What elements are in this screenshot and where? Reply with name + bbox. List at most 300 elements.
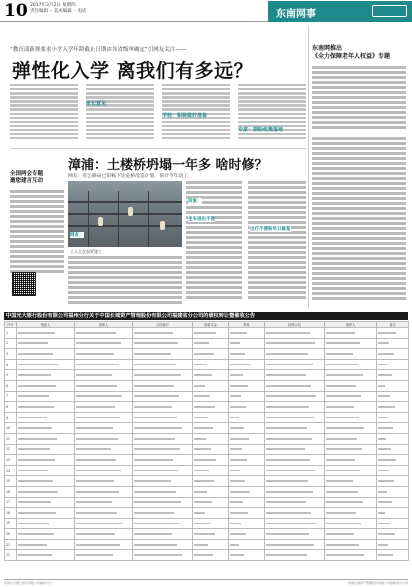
table-cell	[377, 486, 409, 497]
row-number-cell: 19	[5, 518, 17, 529]
cell-text-placeholder	[194, 501, 212, 503]
cell-text-placeholder	[266, 438, 312, 440]
table-cell	[265, 539, 325, 550]
cell-text-placeholder	[134, 353, 171, 355]
row-number-cell: 22	[5, 550, 17, 561]
cell-text-placeholder	[76, 544, 120, 546]
table-cell	[229, 518, 265, 529]
table-row	[5, 433, 409, 444]
cell-text-placeholder	[326, 470, 360, 472]
cell-text-placeholder	[378, 480, 394, 482]
section-banner	[268, 1, 412, 22]
table-row	[5, 338, 409, 349]
cell-text-placeholder	[266, 332, 310, 334]
cell-text-placeholder	[134, 406, 172, 408]
cell-text-placeholder	[18, 385, 56, 387]
cell-text-placeholder	[76, 480, 114, 482]
cell-text-placeholder	[378, 438, 386, 440]
cell-text-placeholder	[76, 448, 111, 450]
table-cell	[193, 380, 229, 391]
cell-text-placeholder	[18, 332, 55, 334]
table-cell	[229, 423, 265, 434]
table-cell	[133, 455, 193, 466]
table-row	[5, 391, 409, 402]
cell-text-placeholder	[230, 470, 240, 472]
newspaper-logo	[372, 5, 407, 17]
cell-text-placeholder	[266, 342, 315, 344]
table-cell	[75, 465, 133, 476]
cell-text-placeholder	[18, 459, 55, 461]
cell-text-placeholder	[266, 427, 307, 429]
cell-text-placeholder	[18, 438, 57, 440]
row-number-cell: 10	[5, 423, 17, 434]
cell-text-placeholder	[326, 406, 354, 408]
table-cell	[75, 349, 133, 360]
cell-text-placeholder	[326, 501, 363, 503]
table-cell	[325, 518, 377, 529]
lead-heading-1: 家长意见	[86, 101, 107, 107]
cell-text-placeholder	[76, 470, 121, 472]
table-cell	[75, 328, 133, 339]
row-number-cell: 3	[5, 349, 17, 360]
cell-text-placeholder	[18, 364, 58, 366]
cell-text-placeholder	[378, 385, 385, 387]
table-cell	[265, 370, 325, 381]
table-row	[5, 529, 409, 540]
cell-text-placeholder	[326, 554, 364, 556]
table-cell	[229, 359, 265, 370]
cell-text-placeholder	[326, 448, 362, 450]
cell-text-placeholder	[378, 417, 388, 419]
cell-text-placeholder	[134, 533, 172, 535]
row-number-cell: 4	[5, 359, 17, 370]
table-cell	[325, 349, 377, 360]
cell-text-placeholder	[76, 491, 119, 493]
cell-text-placeholder	[378, 406, 395, 408]
cell-text-placeholder	[76, 501, 112, 503]
cell-text-placeholder	[230, 491, 250, 493]
table-cell	[133, 349, 193, 360]
row-number-cell: 15	[5, 476, 17, 487]
table-cell	[193, 423, 229, 434]
table-row	[5, 497, 409, 508]
table-cell	[265, 380, 325, 391]
table-cell	[265, 402, 325, 413]
table-cell	[265, 550, 325, 561]
table-cell	[75, 529, 133, 540]
table-cell	[133, 550, 193, 561]
sidebar-body	[312, 66, 406, 302]
qr-code-icon[interactable]	[12, 272, 36, 296]
table-cell	[133, 338, 193, 349]
cell-text-placeholder	[230, 417, 239, 419]
cell-text-placeholder	[76, 406, 115, 408]
cell-text-placeholder	[230, 480, 245, 482]
cell-text-placeholder	[18, 406, 54, 408]
table-cell	[325, 359, 377, 370]
header-cell: 担保合同	[265, 322, 325, 328]
cell-text-placeholder	[230, 554, 244, 556]
cell-text-placeholder	[194, 385, 205, 387]
cell-text-placeholder	[378, 512, 385, 514]
cell-text-placeholder	[134, 491, 176, 493]
cell-text-placeholder	[266, 364, 313, 366]
table-cell	[75, 391, 133, 402]
lead-heading-3: 专家：期盼政策落地	[238, 127, 284, 133]
cell-text-placeholder	[266, 470, 315, 472]
table-cell	[229, 529, 265, 540]
table-cell	[17, 370, 75, 381]
cell-text-placeholder	[76, 438, 118, 440]
table-cell	[133, 328, 193, 339]
table-cell	[325, 508, 377, 519]
table-row	[5, 380, 409, 391]
table-cell	[377, 497, 409, 508]
table-cell	[17, 338, 75, 349]
table-cell	[75, 497, 133, 508]
table-cell	[229, 455, 265, 466]
table-cell	[325, 391, 377, 402]
table-cell	[133, 529, 193, 540]
cell-text-placeholder	[134, 427, 182, 429]
cell-text-placeholder	[326, 459, 355, 461]
cell-text-placeholder	[230, 395, 241, 397]
table-cell	[265, 349, 325, 360]
table-cell	[193, 476, 229, 487]
cell-text-placeholder	[230, 342, 240, 344]
table-cell	[265, 412, 325, 423]
table-cell	[193, 391, 229, 402]
cell-text-placeholder	[326, 523, 361, 525]
table-cell	[17, 423, 75, 434]
cell-text-placeholder	[230, 512, 248, 514]
table-cell	[265, 476, 325, 487]
construction-photo	[68, 181, 182, 247]
cell-text-placeholder	[194, 332, 216, 334]
table-cell	[17, 444, 75, 455]
cell-text-placeholder	[18, 374, 51, 376]
photo-caption: 工人正在加紧施工	[70, 249, 102, 254]
section-divider	[10, 148, 306, 149]
column-divider	[308, 26, 309, 308]
header-cell: 借款人	[17, 322, 75, 328]
footer-left: 中国光大银行股份有限公司福州分行	[4, 581, 53, 585]
cell-text-placeholder	[378, 459, 396, 461]
table-cell	[377, 402, 409, 413]
table-cell	[193, 338, 229, 349]
cell-text-placeholder	[230, 448, 242, 450]
table-cell	[17, 412, 75, 423]
table-cell	[229, 508, 265, 519]
table-cell	[265, 338, 325, 349]
table-cell	[133, 518, 193, 529]
special-topic-body	[10, 190, 64, 275]
cell-text-placeholder	[230, 427, 244, 429]
row-number-cell: 6	[5, 380, 17, 391]
cell-text-placeholder	[194, 448, 211, 450]
table-cell	[17, 328, 75, 339]
table-cell	[265, 508, 325, 519]
cell-text-placeholder	[194, 470, 209, 472]
cell-text-placeholder	[76, 353, 114, 355]
cell-text-placeholder	[266, 480, 308, 482]
row-number-cell: 1	[5, 328, 17, 339]
cell-text-placeholder	[326, 332, 355, 334]
table-cell	[377, 455, 409, 466]
table-cell	[133, 391, 193, 402]
section-title: 东南网事	[276, 9, 316, 20]
table-row	[5, 518, 409, 529]
table-cell	[133, 497, 193, 508]
cell-text-placeholder	[134, 554, 182, 556]
special-topic-title: 全国两会专题 邀您建言互动	[10, 171, 44, 184]
table-cell	[193, 550, 229, 561]
table-cell	[133, 476, 193, 487]
lead-body	[10, 84, 306, 144]
table-cell	[229, 433, 265, 444]
cell-text-placeholder	[18, 427, 52, 429]
table-cell	[75, 508, 133, 519]
table-cell	[17, 550, 75, 561]
cell-text-placeholder	[326, 342, 360, 344]
row-number-cell: 7	[5, 391, 17, 402]
cell-text-placeholder	[194, 406, 215, 408]
cell-text-placeholder	[18, 353, 53, 355]
cell-text-placeholder	[194, 491, 207, 493]
table-cell	[133, 433, 193, 444]
cell-text-placeholder	[194, 353, 214, 355]
table-row	[5, 539, 409, 550]
table-cell	[133, 370, 193, 381]
table-cell	[325, 380, 377, 391]
table-cell	[193, 518, 229, 529]
cell-text-placeholder	[194, 342, 209, 344]
table-cell	[377, 444, 409, 455]
cell-text-placeholder	[378, 533, 395, 535]
table-cell	[75, 476, 133, 487]
table-row	[5, 359, 409, 370]
cell-text-placeholder	[76, 395, 122, 397]
cell-text-placeholder	[266, 395, 316, 397]
cell-text-placeholder	[134, 438, 175, 440]
row-number-cell: 21	[5, 539, 17, 550]
masthead	[0, 0, 412, 22]
table-cell	[229, 349, 265, 360]
cell-text-placeholder	[134, 480, 171, 482]
cell-text-placeholder	[266, 406, 309, 408]
cell-text-placeholder	[134, 512, 174, 514]
table-cell	[17, 391, 75, 402]
table-cell	[193, 497, 229, 508]
cell-text-placeholder	[326, 491, 358, 493]
table-cell	[193, 433, 229, 444]
cell-text-placeholder	[76, 342, 121, 344]
cell-text-placeholder	[378, 523, 390, 525]
table-cell	[265, 423, 325, 434]
cell-text-placeholder	[194, 544, 208, 546]
table-cell	[17, 465, 75, 476]
table-cell	[325, 412, 377, 423]
cell-text-placeholder	[18, 554, 52, 556]
cell-text-placeholder	[134, 374, 181, 376]
cell-text-placeholder	[134, 417, 177, 419]
table-cell	[377, 370, 409, 381]
table-cell	[75, 412, 133, 423]
table-cell	[193, 465, 229, 476]
cell-text-placeholder	[378, 544, 388, 546]
header-cell: 序号	[5, 322, 17, 328]
cell-text-placeholder	[326, 385, 356, 387]
cell-text-placeholder	[230, 533, 246, 535]
table-cell	[133, 486, 193, 497]
table-cell	[75, 359, 133, 370]
table-cell	[17, 455, 75, 466]
row-number-cell: 13	[5, 455, 17, 466]
table-cell	[265, 328, 325, 339]
row-number-cell: 14	[5, 465, 17, 476]
cell-text-placeholder	[194, 480, 214, 482]
lead-heading-2: 学校：积极做好准备	[162, 113, 208, 119]
table-cell	[265, 486, 325, 497]
row-number-cell: 17	[5, 497, 17, 508]
cell-text-placeholder	[378, 395, 390, 397]
cell-text-placeholder	[230, 385, 248, 387]
cell-text-placeholder	[18, 480, 53, 482]
table-cell	[17, 539, 75, 550]
cell-text-placeholder	[76, 364, 119, 366]
table-row	[5, 402, 409, 413]
table-cell	[229, 370, 265, 381]
cell-text-placeholder	[378, 374, 392, 376]
cell-text-placeholder	[194, 395, 210, 397]
news-body-left	[68, 256, 182, 306]
cell-text-placeholder	[326, 512, 356, 514]
table-cell	[265, 518, 325, 529]
cell-text-placeholder	[230, 523, 241, 525]
cell-text-placeholder	[134, 448, 180, 450]
cell-text-placeholder	[230, 364, 250, 366]
cell-text-placeholder	[266, 491, 313, 493]
cell-text-placeholder	[378, 554, 393, 556]
table-cell	[325, 370, 377, 381]
table-cell	[133, 423, 193, 434]
cell-text-placeholder	[134, 459, 173, 461]
table-cell	[229, 497, 265, 508]
table-cell	[193, 486, 229, 497]
cell-text-placeholder	[134, 395, 179, 397]
table-cell	[377, 328, 409, 339]
cell-text-placeholder	[76, 512, 117, 514]
cell-text-placeholder	[76, 554, 113, 556]
table-cell	[265, 391, 325, 402]
table-cell	[377, 380, 409, 391]
row-number-cell: 12	[5, 444, 17, 455]
table-cell	[377, 508, 409, 519]
cell-text-placeholder	[18, 417, 47, 419]
cell-text-placeholder	[134, 544, 177, 546]
table-cell	[193, 359, 229, 370]
table-cell	[325, 539, 377, 550]
lead-subtitle: “教育部新规要求小学入学年龄截止日期由各省级审确定”引网友关注——	[10, 47, 187, 53]
table-row	[5, 455, 409, 466]
table-cell	[229, 412, 265, 423]
table-cell	[75, 370, 133, 381]
table-cell	[75, 338, 133, 349]
table-cell	[377, 338, 409, 349]
table-cell	[75, 539, 133, 550]
table-cell	[325, 476, 377, 487]
table-cell	[377, 518, 409, 529]
table-row	[5, 550, 409, 561]
cell-text-placeholder	[194, 533, 215, 535]
row-number-cell: 5	[5, 370, 17, 381]
notice-table	[4, 321, 409, 561]
table-row	[5, 508, 409, 519]
table-cell	[75, 380, 133, 391]
cell-text-placeholder	[378, 501, 392, 503]
row-number-cell: 2	[5, 338, 17, 349]
table-cell	[265, 359, 325, 370]
cell-text-placeholder	[18, 448, 50, 450]
table-cell	[325, 444, 377, 455]
cell-text-placeholder	[194, 417, 208, 419]
cell-text-placeholder	[194, 364, 207, 366]
sidebar-title: 东南网推出 《全力保障老年人权益》专题	[312, 45, 391, 60]
table-cell	[133, 380, 193, 391]
cell-text-placeholder	[76, 533, 115, 535]
table-cell	[377, 539, 409, 550]
cell-text-placeholder	[18, 523, 49, 525]
cell-text-placeholder	[18, 501, 51, 503]
table-cell	[265, 529, 325, 540]
table-cell	[229, 380, 265, 391]
cell-text-placeholder	[134, 332, 173, 334]
table-cell	[377, 476, 409, 487]
cell-text-placeholder	[326, 353, 353, 355]
table-row	[5, 465, 409, 476]
table-cell	[17, 508, 75, 519]
row-number-cell: 11	[5, 433, 17, 444]
cell-text-placeholder	[134, 470, 178, 472]
cell-text-placeholder	[378, 491, 387, 493]
news-heading-4: 出行不便盼早日修复	[250, 227, 291, 232]
table-cell	[325, 433, 377, 444]
cell-text-placeholder	[76, 417, 120, 419]
header-cell: 备注	[377, 322, 409, 328]
table-cell	[377, 349, 409, 360]
cell-text-placeholder	[134, 342, 178, 344]
cell-text-placeholder	[230, 544, 239, 546]
table-cell	[229, 328, 265, 339]
table-cell	[265, 455, 325, 466]
table-cell	[229, 338, 265, 349]
row-number-cell: 16	[5, 486, 17, 497]
table-cell	[17, 402, 75, 413]
table-cell	[325, 465, 377, 476]
table-cell	[75, 402, 133, 413]
header-cell: 担保人	[75, 322, 133, 328]
table-cell	[377, 391, 409, 402]
table-cell	[133, 359, 193, 370]
table-cell	[17, 529, 75, 540]
cell-text-placeholder	[18, 512, 56, 514]
table-row	[5, 349, 409, 360]
table-cell	[325, 338, 377, 349]
cell-text-placeholder	[230, 332, 247, 334]
news-heading-3: 坐车进出不便	[188, 217, 215, 222]
table-row	[5, 486, 409, 497]
table-row	[5, 476, 409, 487]
